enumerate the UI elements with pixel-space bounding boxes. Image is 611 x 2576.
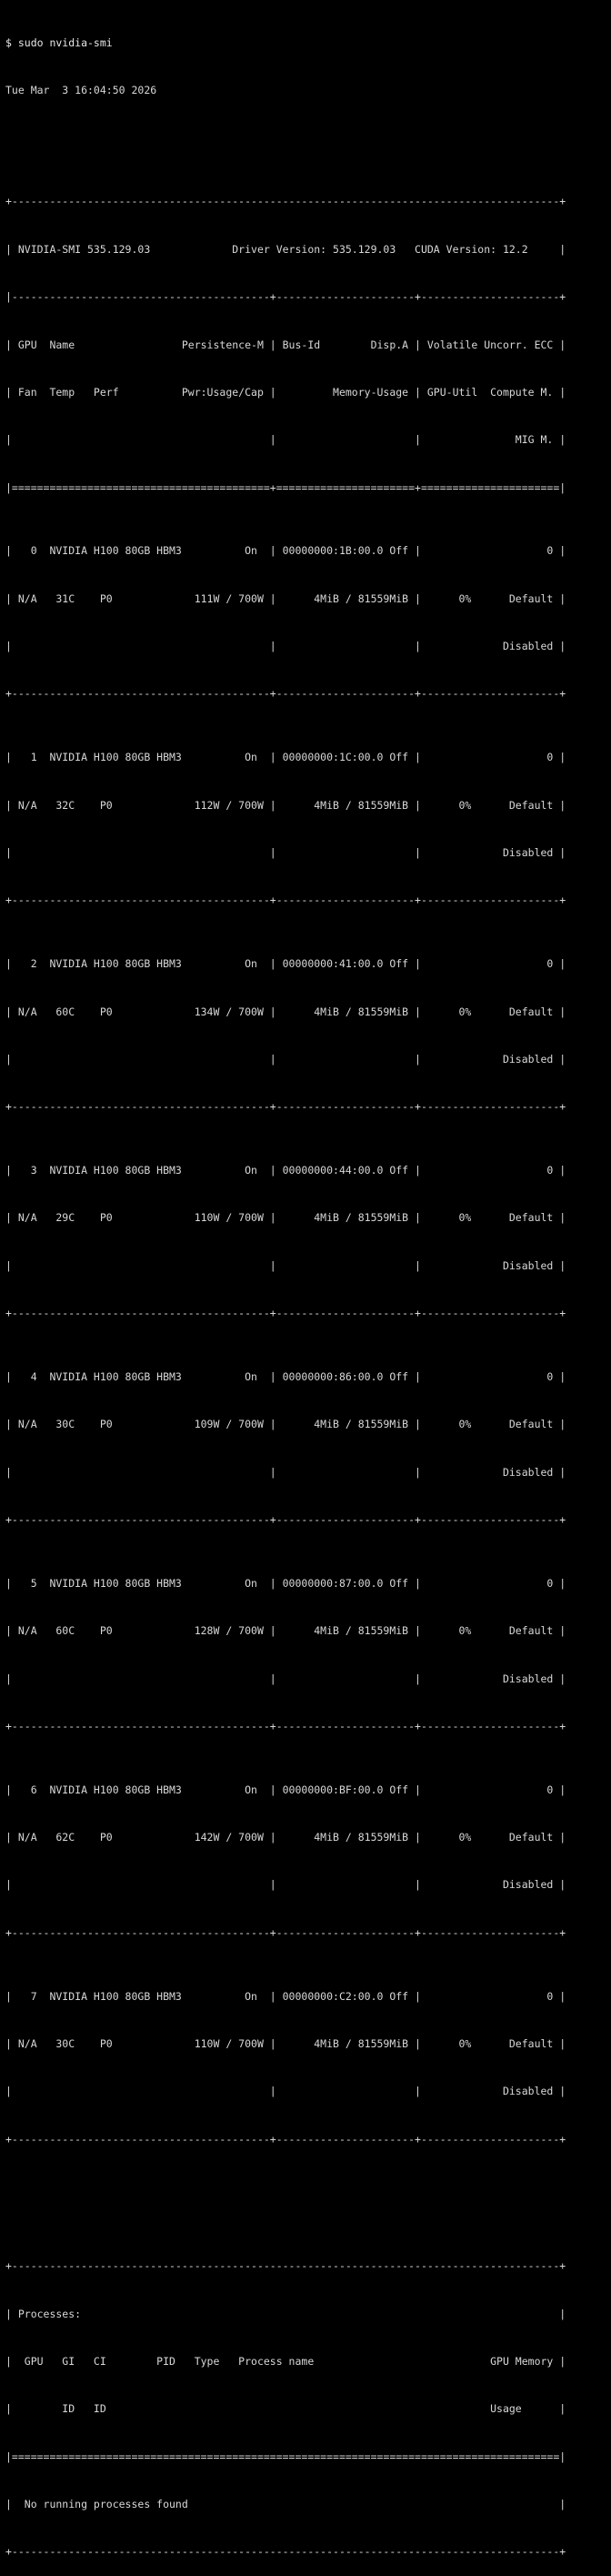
gpu-row: | N/A 30C P0 110W / 700W | 4MiB / 81559MiB | 0% Default | [5, 2036, 566, 2050]
gpu-row: | N/A 30C P0 109W / 700W | 4MiB / 81559MiB | 0% Default | [5, 1418, 566, 1431]
gpu-row: | 3 NVIDIA H100 80GB HBM3 On | 00000000:44:00.0 Off | 0 | [5, 1164, 566, 1177]
gpu-row: | N/A 31C P0 111W / 700W | 4MiB / 81559MiB | 0% Default | [5, 591, 566, 605]
column-header-1: | GPU Name Persistence-M | Bus-Id Disp.A | Volatile Uncorr. ECC | [5, 338, 566, 351]
gpu-row: | 5 NVIDIA H100 80GB HBM3 On | 00000000:87:00.0 Off | 0 | [5, 1576, 566, 1590]
gpu-row: | | | Disabled | [5, 1878, 566, 1892]
command-line: $ sudo nvidia-smi [5, 35, 113, 49]
column-header-separator: |=========================================+======================+======================| [5, 480, 566, 494]
processes-empty-message: | No running processes found | [5, 2498, 566, 2511]
processes-border-bottom: +---------------------------------------------------------------------------------------+ [5, 2545, 566, 2559]
column-header-3: | | | MIG M. | [5, 433, 566, 447]
timestamp-line: Tue Mar 3 16:04:50 2026 [5, 84, 157, 97]
processes-border-top: +---------------------------------------------------------------------------------------+ [5, 2259, 566, 2273]
gpu-row-border: +-----------------------------------------+----------------------+----------------------+ [5, 1513, 566, 1527]
gpu-row: | | | Disabled | [5, 846, 566, 859]
processes-title: | Processes: | [5, 2307, 566, 2320]
gpu-row: | | | Disabled | [5, 1465, 566, 1479]
gpu-row-border: +-----------------------------------------+----------------------+----------------------+ [5, 894, 566, 907]
blank-line [5, 2196, 606, 2211]
processes-column-header-1: | GPU GI CI PID Type Process name GPU Memory | [5, 2355, 566, 2369]
gpu-row: | 4 NVIDIA H100 80GB HBM3 On | 00000000:86:00.0 Off | 0 | [5, 1369, 566, 1383]
gpu-row: | 2 NVIDIA H100 80GB HBM3 On | 00000000:41:00.0 Off | 0 | [5, 957, 566, 971]
gpu-row-border: +-----------------------------------------+----------------------+----------------------+ [5, 1925, 566, 1939]
gpu-row: | | | Disabled | [5, 640, 566, 653]
gpu-row: | N/A 32C P0 112W / 700W | 4MiB / 81559MiB | 0% Default | [5, 798, 566, 812]
gpu-row: | | | Disabled | [5, 1258, 566, 1272]
gpu-row: | | | Disabled | [5, 1052, 566, 1066]
gpu-row: | 7 NVIDIA H100 80GB HBM3 On | 00000000:C2:00.0 Off | 0 | [5, 1989, 566, 2003]
gpu-row-border: +-----------------------------------------+----------------------+----------------------+ [5, 1719, 566, 1732]
table-border-top: +---------------------------------------------------------------------------------------+ [5, 195, 566, 208]
gpu-row: | 1 NVIDIA H100 80GB HBM3 On | 00000000:1C:00.0 Off | 0 | [5, 751, 566, 764]
gpu-row: | | | Disabled | [5, 2085, 566, 2098]
gpu-row: | N/A 60C P0 134W / 700W | 4MiB / 81559MiB | 0% Default | [5, 1005, 566, 1018]
blank-line [5, 131, 606, 146]
gpu-row-border: +-----------------------------------------+----------------------+----------------------+ [5, 2132, 566, 2146]
gpu-row: | 6 NVIDIA H100 80GB HBM3 On | 00000000:BF:00.0 Off | 0 | [5, 1783, 566, 1796]
gpu-row: | | | Disabled | [5, 1672, 566, 1685]
gpu-row-border: +-----------------------------------------+----------------------+----------------------+ [5, 1100, 566, 1114]
column-header-2: | Fan Temp Perf Pwr:Usage/Cap | Memory-Usage | GPU-Util Compute M. | [5, 385, 566, 399]
smi-version-line: | NVIDIA-SMI 535.129.03 Driver Version: 535.129.03 CUDA Version: 12.2 | [5, 242, 566, 256]
gpu-row-border: +-----------------------------------------+----------------------+----------------------+ [5, 687, 566, 701]
gpu-row: | N/A 60C P0 128W / 700W | 4MiB / 81559MiB | 0% Default | [5, 1624, 566, 1638]
gpu-row: | N/A 29C P0 110W / 700W | 4MiB / 81559MiB | 0% Default | [5, 1211, 566, 1225]
gpu-row: | N/A 62C P0 142W / 700W | 4MiB / 81559MiB | 0% Default | [5, 1831, 566, 1844]
gpu-row: | 0 NVIDIA H100 80GB HBM3 On | 00000000:1B:00.0 Off | 0 | [5, 544, 566, 558]
header-separator: |-----------------------------------------+----------------------+----------------------+ [5, 290, 566, 304]
processes-column-header-2: | ID ID Usage | [5, 2402, 566, 2416]
processes-separator: |=======================================================================================| [5, 2450, 566, 2463]
gpu-row-border: +-----------------------------------------+----------------------+----------------------+ [5, 1307, 566, 1320]
